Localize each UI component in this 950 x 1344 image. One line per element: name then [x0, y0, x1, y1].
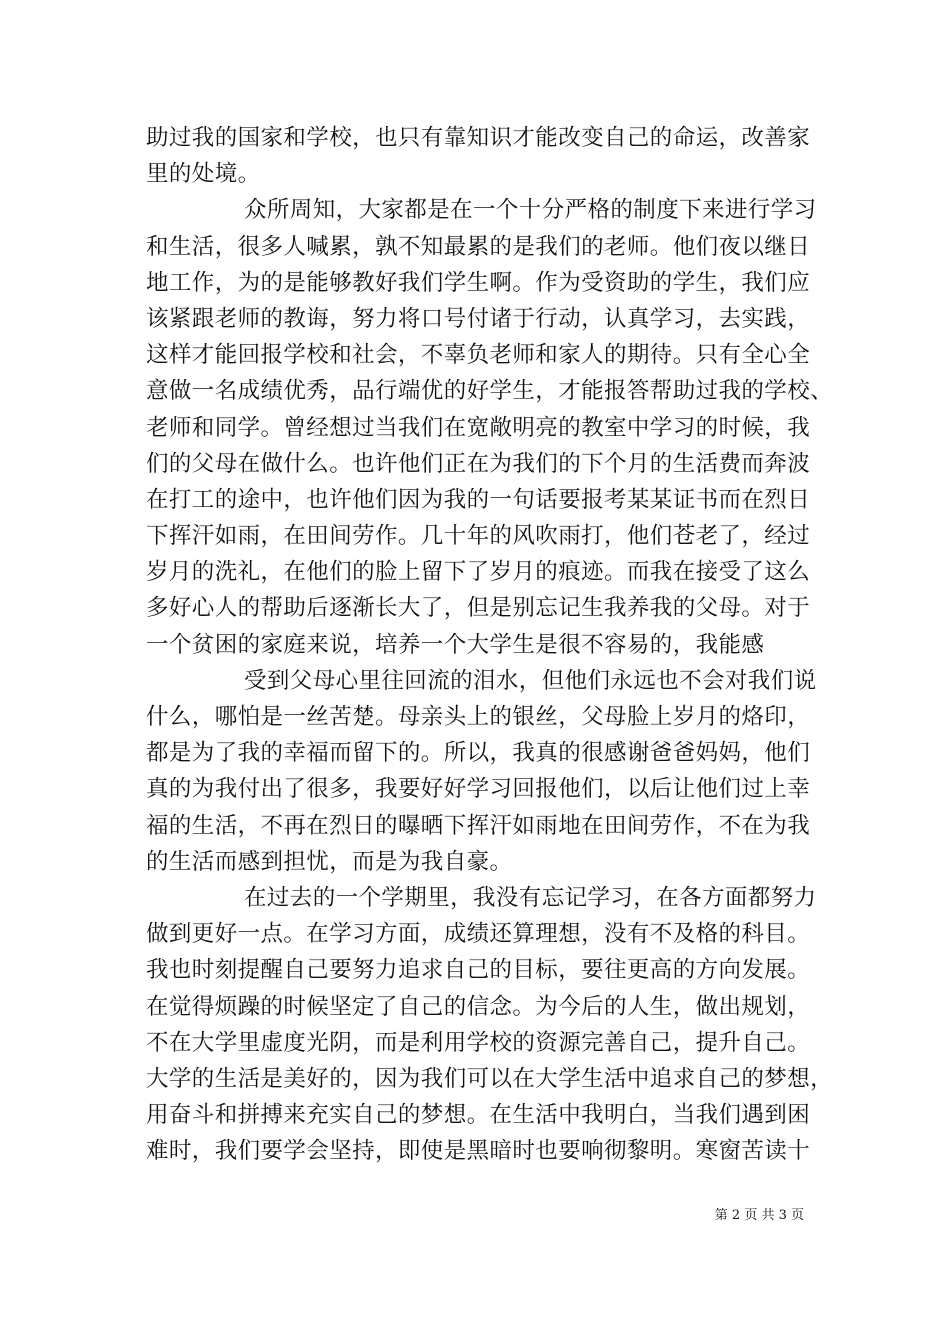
- text-line: 福的生活，不再在烈日的曝晒下挥汗如雨地在田间劳作，不在为我: [146, 812, 811, 839]
- text-line: 真的为我付出了很多，我要好好学习回报他们，以后让他们过上幸: [146, 776, 811, 803]
- text-line: 用奋斗和拼搏来充实自己的梦想。在生活中我明白，当我们遇到困: [146, 1102, 811, 1129]
- text-line: 多好心人的帮助后逐渐长大了，但是别忘记生我养我的父母。对于: [146, 595, 811, 622]
- text-line: 助过我的国家和学校，也只有靠知识才能改变自己的命运，改善家: [146, 125, 811, 151]
- text-line: 什么，哪怕是一丝苦楚。母亲头上的银丝，父母脸上岁月的烙印，: [146, 704, 811, 730]
- paragraph-start-line: 众所周知，大家都是在一个十分严格的制度下来进行学习: [244, 197, 817, 224]
- text-line: 意做一名成绩优秀，品行端优的好学生，才能报答帮助过我的学校、: [146, 378, 834, 405]
- paragraph-start-line: 在过去的一个学期里，我没有忘记学习，在各方面都努力: [244, 884, 817, 911]
- text-line: 该紧跟老师的教诲，努力将口号付诸于行动，认真学习，去实践，: [146, 305, 811, 332]
- text-line: 下挥汗如雨，在田间劳作。几十年的风吹雨打，他们苍老了，经过: [146, 523, 811, 550]
- text-line: 里的处境。: [146, 161, 261, 188]
- text-line: 的生活而感到担忧，而是为我自豪。: [146, 848, 513, 875]
- text-line: 们的父母在做什么。也许他们正在为我们的下个月的生活费而奔波: [146, 450, 811, 477]
- text-line: 老师和同学。曾经想过当我们在宽敞明亮的教室中学习的时候，我: [146, 414, 811, 441]
- text-line: 这样才能回报学校和社会，不辜负老师和家人的期待。只有全心全: [146, 342, 811, 369]
- body-text: [146, 120, 836, 1169]
- text-line: 做到更好一点。在学习方面，成绩还算理想，没有不及格的科目。: [146, 921, 811, 948]
- text-line: 不在大学里虚度光阴，而是利用学校的资源完善自己，提升自己。: [146, 1029, 811, 1056]
- text-line: 难时，我们要学会坚持，即使是黑暗时也要响彻黎明。寒窗苦读十: [146, 1138, 811, 1165]
- paragraph-start-line: 受到父母心里往回流的泪水，但他们永远也不会对我们说: [244, 667, 817, 694]
- text-line: 大学的生活是美好的，因为我们可以在大学生活中追求自己的梦想，: [146, 1065, 834, 1092]
- text-line: 我也时刻提醒自己要努力追求自己的目标，要往更高的方向发展。: [146, 957, 811, 984]
- text-line: 都是为了我的幸福而留下的。所以，我真的很感谢爸爸妈妈，他们: [146, 740, 811, 767]
- text-line: 在觉得烦躁的时候坚定了自己的信念。为今后的人生，做出规划，: [146, 993, 811, 1020]
- page-number-footer: 第 2 页 共 3 页: [714, 1208, 804, 1223]
- text-line: 一个贫困的家庭来说，培养一个大学生是很不容易的，我能感: [146, 631, 765, 658]
- text-line: 和生活，很多人喊累，孰不知最累的是我们的老师。他们夜以继日: [146, 233, 811, 260]
- text-line: 在打工的途中，也许他们因为我的一句话要报考某某证书而在烈日: [146, 486, 811, 513]
- text-line: 地工作，为的是能够教好我们学生啊。作为受资助的学生，我们应: [146, 269, 811, 296]
- text-line: 岁月的洗礼，在他们的脸上留下了岁月的痕迹。而我在接受了这么: [146, 559, 811, 586]
